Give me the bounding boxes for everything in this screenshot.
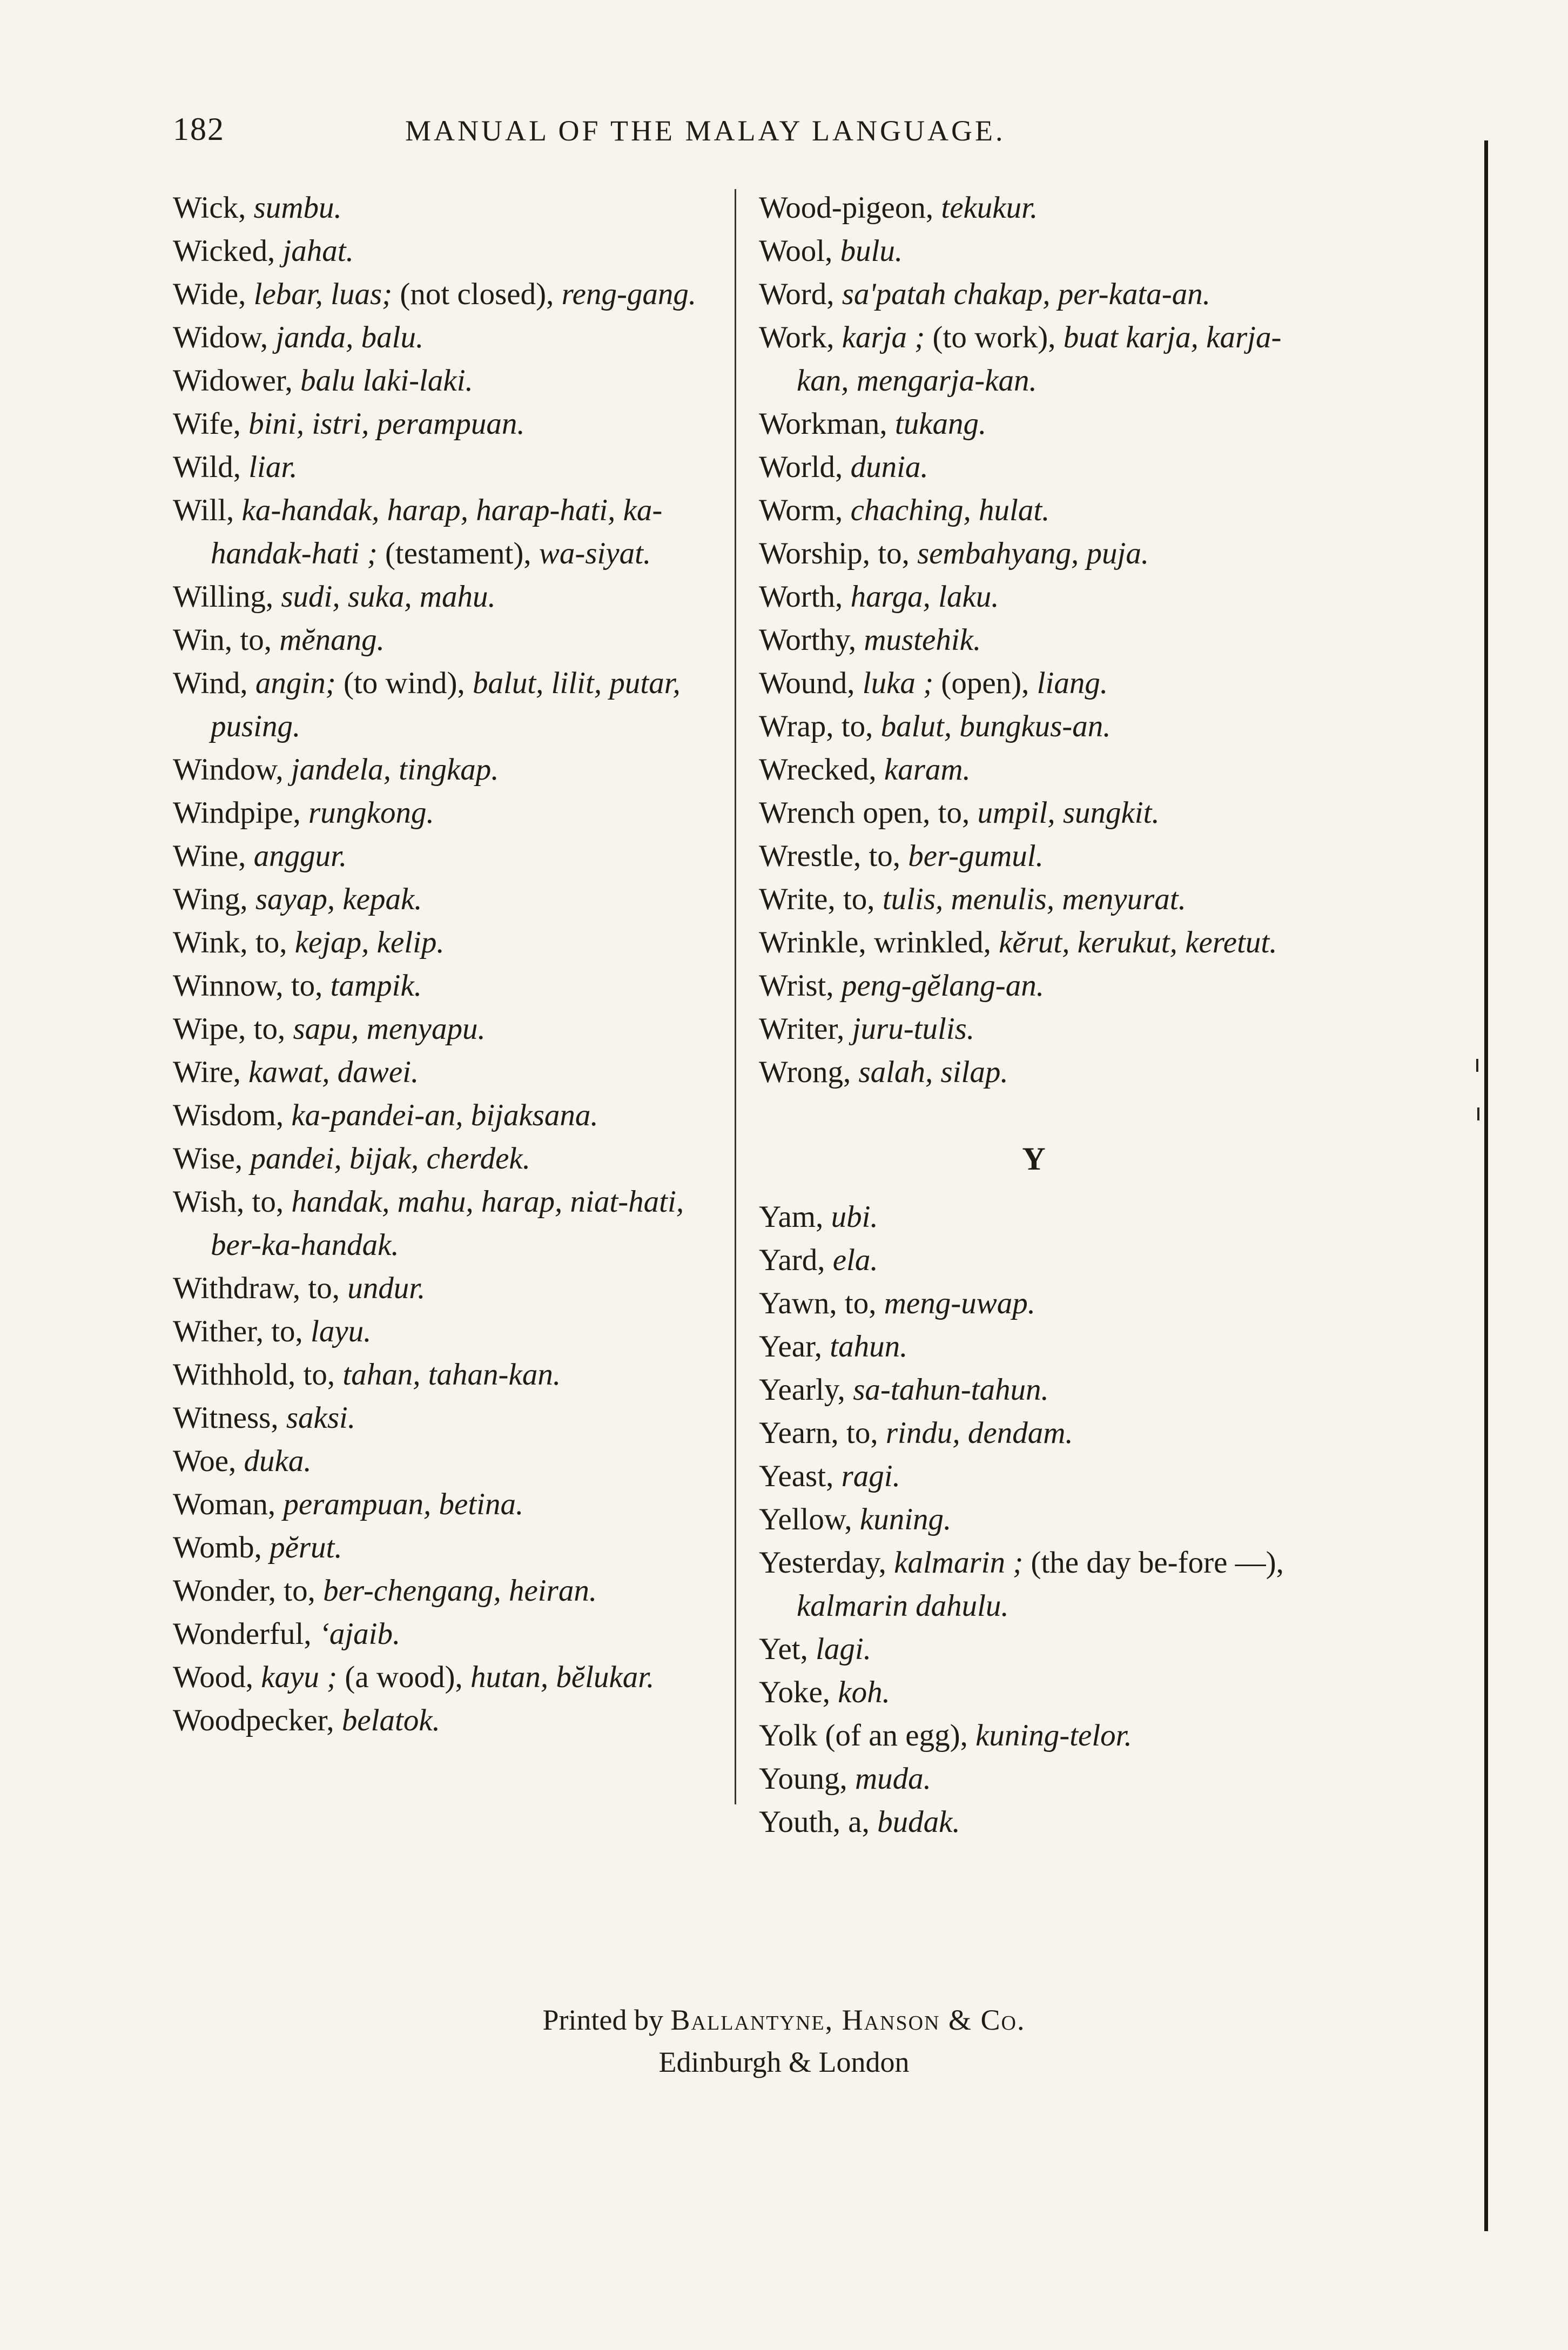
malay-gloss: budak. [877, 1805, 960, 1839]
malay-gloss: karam. [884, 753, 971, 787]
headword: Wild, [173, 450, 241, 484]
headword: Yard, [759, 1243, 825, 1277]
running-header [173, 111, 1080, 154]
imprint-line-2: Edinburgh & London [658, 2046, 910, 2078]
dictionary-entry [173, 1051, 713, 1094]
dictionary-entry [759, 532, 1310, 575]
malay-gloss: kayu ; [261, 1660, 338, 1694]
dictionary-entry [173, 489, 713, 575]
malay-gloss: sapu, menyapu. [293, 1012, 486, 1046]
malay-gloss-extra: kalmarin dahulu. [797, 1589, 1009, 1623]
printer-imprint [0, 1999, 1568, 2083]
dictionary-entry [759, 1051, 1310, 1094]
dictionary-entry [173, 316, 713, 359]
malay-gloss: chaching, hulat. [850, 493, 1050, 527]
headword: Yolk (of an egg), [759, 1718, 968, 1753]
scan-edge-mark [1477, 1107, 1479, 1120]
malay-gloss: perampuan, betina. [283, 1487, 524, 1521]
dictionary-entry [759, 1455, 1310, 1498]
dictionary-entry [173, 1526, 713, 1569]
malay-gloss: angin; [255, 666, 336, 700]
malay-gloss: pĕrut. [270, 1530, 342, 1565]
headword: Wither, to, [173, 1314, 303, 1348]
headword: Wire, [173, 1055, 241, 1089]
malay-gloss: bulu. [840, 234, 903, 268]
malay-gloss-extra: liang. [1037, 666, 1108, 700]
dictionary-entry [173, 1310, 713, 1353]
malay-gloss: jandela, tingkap. [291, 753, 499, 787]
headword: Windpipe, [173, 796, 301, 830]
malay-gloss: lagi. [816, 1632, 872, 1666]
headword: Yellow, [759, 1502, 852, 1536]
dictionary-entry [759, 1412, 1310, 1455]
imprint-line-1 [0, 1999, 1568, 2041]
w-entries [759, 186, 1310, 1094]
headword: Wonderful, [173, 1617, 312, 1651]
dictionary-entry [173, 1440, 713, 1483]
headword: Wife, [173, 407, 241, 441]
dictionary-entry [759, 316, 1310, 402]
malay-gloss: mĕnang. [279, 623, 385, 657]
malay-gloss-extra: balut, lilit, putar, pusing. [211, 666, 681, 743]
gloss-note: (open), [933, 666, 1037, 700]
headword: Wisdom, [173, 1098, 284, 1132]
malay-gloss: layu. [311, 1314, 372, 1348]
malay-gloss: rungkong. [308, 796, 434, 830]
headword: Window, [173, 753, 284, 787]
malay-gloss: kĕrut, kerukut, keretut. [999, 925, 1277, 959]
dictionary-entry [173, 1483, 713, 1526]
malay-gloss: tampik. [330, 969, 422, 1003]
dictionary-entry [759, 1239, 1310, 1282]
malay-gloss: lebar, luas; [253, 277, 393, 311]
dictionary-entry [759, 230, 1310, 273]
headword: Work, [759, 320, 835, 354]
malay-gloss-extra: hutan, bĕlukar. [470, 1660, 655, 1694]
headword: World, [759, 450, 843, 484]
headword: Wind, [173, 666, 248, 700]
malay-gloss: tekukur. [941, 191, 1038, 225]
malay-gloss: ka-handak, harap, harap-hati, ka-handak-hati ; [211, 493, 663, 570]
dictionary-entry [173, 1699, 713, 1742]
malay-gloss: salah, silap. [858, 1055, 1008, 1089]
headword: Woman, [173, 1487, 276, 1521]
malay-gloss: kalmarin ; [894, 1546, 1024, 1580]
headword: Wound, [759, 666, 855, 700]
malay-gloss: sembahyang, puja. [917, 536, 1149, 570]
dictionary-entry [759, 964, 1310, 1008]
dictionary-entry [759, 1282, 1310, 1325]
malay-gloss-extra: wa-siyat. [539, 536, 651, 570]
dictionary-entry [173, 835, 713, 878]
headword: Wrestle, to, [759, 839, 901, 873]
dictionary-entry [173, 230, 713, 273]
dictionary-entry [173, 1267, 713, 1310]
headword: Yeast, [759, 1459, 834, 1493]
headword: Worth, [759, 580, 843, 614]
malay-gloss: tukang. [894, 407, 987, 441]
dictionary-entry [173, 1353, 713, 1396]
headword: Word, [759, 277, 835, 311]
dictionary-entry [759, 1008, 1310, 1051]
dictionary-entry [759, 446, 1310, 489]
headword: Wrong, [759, 1055, 851, 1089]
dictionary-entry [759, 1196, 1310, 1239]
running-title: MANUAL OF THE MALAY LANGUAGE. [405, 115, 1006, 147]
dictionary-entry [173, 1008, 713, 1051]
malay-gloss: undur. [347, 1271, 426, 1305]
headword: Witness, [173, 1401, 279, 1435]
headword: Withhold, to, [173, 1358, 335, 1392]
headword: Wood-pigeon, [759, 191, 934, 225]
malay-gloss: kuning. [859, 1502, 952, 1536]
headword: Workman, [759, 407, 887, 441]
dictionary-entry [173, 1180, 713, 1267]
malay-gloss: sa'patah chakap, per-kata-an. [842, 277, 1210, 311]
malay-gloss: mustehik. [864, 623, 981, 657]
headword: Youth, a, [759, 1805, 870, 1839]
gloss-note: (to wind), [335, 666, 473, 700]
dictionary-entry [759, 1628, 1310, 1671]
malay-gloss: ber-chengang, heiran. [323, 1574, 597, 1608]
headword: Woe, [173, 1444, 237, 1478]
malay-gloss: ela. [832, 1243, 878, 1277]
headword: Writer, [759, 1012, 845, 1046]
headword: Wrist, [759, 969, 834, 1003]
malay-gloss: muda. [854, 1762, 931, 1796]
left-column [173, 186, 713, 1742]
dictionary-entry [759, 1498, 1310, 1541]
malay-gloss: dunia. [850, 450, 928, 484]
dictionary-entry [759, 1714, 1310, 1757]
headword: Write, to, [759, 882, 875, 916]
malay-gloss: tahan, tahan-kan. [342, 1358, 561, 1392]
headword: Willing, [173, 580, 274, 614]
headword: Wrecked, [759, 753, 877, 787]
malay-gloss: luka ; [862, 666, 934, 700]
headword: Withdraw, to, [173, 1271, 340, 1305]
malay-gloss: sudi, suka, mahu. [281, 580, 496, 614]
malay-gloss: ubi. [831, 1200, 878, 1234]
scan-edge-rule [1484, 140, 1488, 2231]
headword: Yet, [759, 1632, 808, 1666]
malay-gloss: handak, mahu, harap, niat-hati, ber-ka-handak. [211, 1185, 684, 1262]
headword: Wing, [173, 882, 248, 916]
headword: Wick, [173, 191, 246, 225]
malay-gloss: harga, laku. [850, 580, 999, 614]
section-letter-y: Y [1022, 1141, 1047, 1177]
malay-gloss: ber-gumul. [908, 839, 1044, 873]
dictionary-entry [173, 791, 713, 835]
malay-gloss: jahat. [282, 234, 354, 268]
dictionary-entry [759, 1325, 1310, 1368]
dictionary-entry [759, 273, 1310, 316]
headword: Worship, to, [759, 536, 910, 570]
malay-gloss: juru-tulis. [852, 1012, 975, 1046]
headword: Wrap, to, [759, 709, 873, 743]
malay-gloss: tahun. [830, 1330, 908, 1364]
malay-gloss: pandei, bijak, cherdek. [250, 1142, 530, 1176]
column-divider [735, 189, 736, 1804]
dictionary-entry [759, 489, 1310, 532]
gloss-note: (to work), [925, 320, 1064, 354]
malay-gloss: rindu, dendam. [885, 1416, 1073, 1450]
dictionary-entry [759, 575, 1310, 619]
headword: Womb, [173, 1530, 262, 1565]
dictionary-entry [173, 1396, 713, 1440]
headword: Yearly, [759, 1373, 845, 1407]
gloss-note: (a wood), [337, 1660, 471, 1694]
headword: Wide, [173, 277, 246, 311]
headword: Widower, [173, 364, 293, 398]
malay-gloss: liar. [248, 450, 298, 484]
dictionary-entry [759, 1671, 1310, 1714]
headword: Wood, [173, 1660, 253, 1694]
dictionary-entry [173, 964, 713, 1008]
dictionary-entry [759, 748, 1310, 791]
headword: Wink, to, [173, 925, 287, 959]
headword: Winnow, to, [173, 969, 323, 1003]
dictionary-entry [759, 835, 1310, 878]
y-entries [759, 1196, 1310, 1844]
page-number: 182 [173, 111, 225, 147]
dictionary-entry [173, 1137, 713, 1180]
imprint-prefix: Printed by [542, 2004, 664, 2036]
malay-gloss: sumbu. [253, 191, 342, 225]
dictionary-entry [173, 446, 713, 489]
dictionary-entry [173, 619, 713, 662]
headword: Win, to, [173, 623, 272, 657]
dictionary-entry [759, 1541, 1310, 1628]
headword: Wine, [173, 839, 246, 873]
headword: Yesterday, [759, 1546, 886, 1580]
headword: Wonder, to, [173, 1574, 315, 1608]
malay-gloss: janda, balu. [275, 320, 424, 354]
dictionary-entry [173, 186, 713, 230]
dictionary-entry [759, 878, 1310, 921]
headword: Worm, [759, 493, 843, 527]
malay-gloss-extra: reng-gang. [561, 277, 697, 311]
gloss-note: (the day be-fore —), [1023, 1546, 1284, 1580]
malay-gloss: ragi. [841, 1459, 900, 1493]
malay-gloss: kawat, dawei. [248, 1055, 419, 1089]
dictionary-entry [759, 662, 1310, 705]
imprint-printers: Ballantyne, Hanson & Co. [670, 2004, 1026, 2036]
dictionary-entry [759, 1368, 1310, 1412]
malay-gloss: kejap, kelip. [294, 925, 445, 959]
dictionary-entry [173, 1613, 713, 1656]
dictionary-entry [173, 921, 713, 964]
malay-gloss: ‘ajaib. [319, 1617, 401, 1651]
malay-gloss: umpil, sungkit. [977, 796, 1160, 830]
headword: Wool, [759, 234, 833, 268]
gloss-note: (not closed), [392, 277, 562, 311]
dictionary-entry [759, 402, 1310, 446]
headword: Year, [759, 1330, 823, 1364]
dictionary-entry [759, 1757, 1310, 1801]
headword: Young, [759, 1762, 847, 1796]
gloss-note: (testament), [377, 536, 539, 570]
dictionary-entry [173, 575, 713, 619]
malay-gloss: sayap, kepak. [255, 882, 422, 916]
malay-gloss: saksi. [286, 1401, 356, 1435]
headword: Yearn, to, [759, 1416, 878, 1450]
malay-gloss: peng-gĕlang-an. [841, 969, 1045, 1003]
headword: Yoke, [759, 1675, 831, 1709]
headword: Wrench open, to, [759, 796, 970, 830]
dictionary-entry [759, 619, 1310, 662]
dictionary-entry [759, 791, 1310, 835]
dictionary-entry [759, 186, 1310, 230]
dictionary-entry [173, 359, 713, 402]
malay-gloss: koh. [838, 1675, 890, 1709]
headword: Wise, [173, 1142, 243, 1176]
dictionary-entry [173, 273, 713, 316]
dictionary-entry [759, 1801, 1310, 1844]
headword: Wrinkle, wrinkled, [759, 925, 991, 959]
headword: Wipe, to, [173, 1012, 286, 1046]
malay-gloss: bini, istri, perampuan. [248, 407, 525, 441]
dictionary-entry [173, 1569, 713, 1613]
malay-gloss: meng-uwap. [884, 1286, 1035, 1320]
dictionary-entry [173, 748, 713, 791]
malay-gloss: tulis, menulis, menyurat. [882, 882, 1186, 916]
scan-edge-mark [1476, 1059, 1478, 1072]
malay-gloss: duka. [244, 1444, 312, 1478]
malay-gloss: balu laki-laki. [300, 364, 473, 398]
malay-gloss: sa-tahun-tahun. [853, 1373, 1049, 1407]
headword: Yam, [759, 1200, 824, 1234]
dictionary-entry [173, 1656, 713, 1699]
dictionary-entry [173, 878, 713, 921]
malay-gloss: kuning-telor. [975, 1718, 1132, 1753]
headword: Wish, to, [173, 1185, 284, 1219]
dictionary-entry [759, 921, 1310, 964]
dictionary-entry [173, 402, 713, 446]
malay-gloss: belatok. [341, 1703, 440, 1737]
malay-gloss: balut, bungkus-an. [880, 709, 1111, 743]
dictionary-entry [173, 662, 713, 748]
headword: Wicked, [173, 234, 275, 268]
headword: Woodpecker, [173, 1703, 334, 1737]
dictionary-entry [759, 705, 1310, 748]
headword: Will, [173, 493, 234, 527]
headword: Worthy, [759, 623, 857, 657]
malay-gloss: anggur. [253, 839, 347, 873]
right-column [759, 186, 1310, 1844]
malay-gloss-extra: buat karja, karja-kan, mengarja-kan. [797, 320, 1282, 398]
malay-gloss: karja ; [842, 320, 925, 354]
dictionary-entry [173, 1094, 713, 1137]
headword: Widow, [173, 320, 268, 354]
malay-gloss: ka-pandei-an, bijaksana. [291, 1098, 598, 1132]
headword: Yawn, to, [759, 1286, 877, 1320]
